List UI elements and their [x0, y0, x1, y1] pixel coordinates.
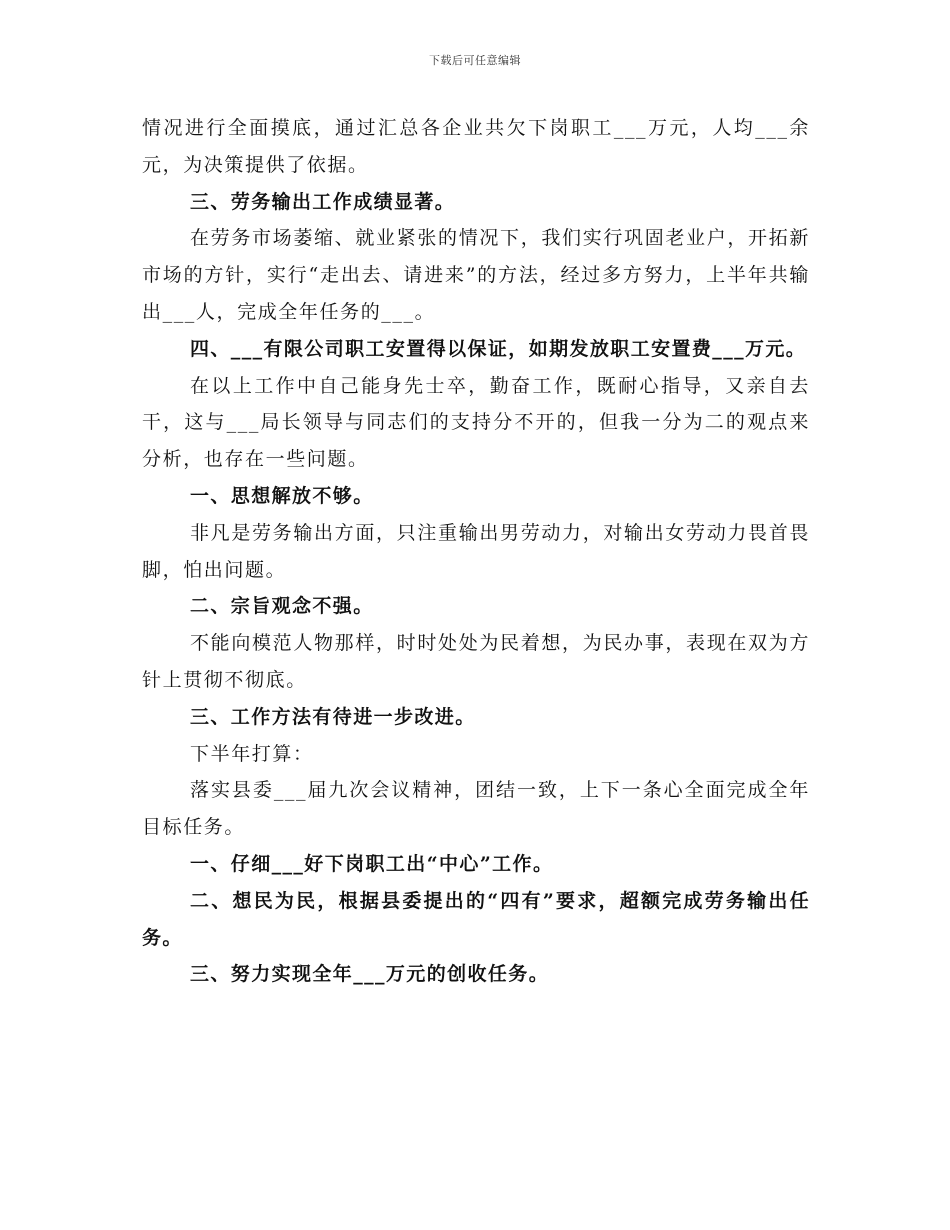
- plan-item-2: 二、想民为民，根据县委提出的“四有”要求，超额完成劳务输出任务。: [142, 889, 810, 949]
- paragraph-plan-goal: 落实县委___届九次会议精神，团结一致，上下一条心全面完成全年目标任务。: [142, 779, 810, 839]
- document-body: [142, 110, 810, 993]
- heading-problem-thinking: 一、思想解放不够。: [190, 484, 374, 507]
- plan-item-3: 三、努力实现全年___万元的创收任务。: [190, 963, 550, 986]
- heading-problem-purpose: 二、宗旨观念不强。: [190, 595, 374, 618]
- paragraph-self-review: 在以上工作中自己能身先士卒，勤奋工作，既耐心指导，又亲自去干，这与___局长领导与同志们的支持分不开的，但我一分为二的观点来分析，也存在一些问题。: [142, 374, 810, 471]
- paragraph-problem-purpose: 不能向模范人物那样，时时处处为民着想，为民办事，表现在双为方针上贯彻不彻底。: [142, 632, 810, 691]
- paragraph-labor-export: 在劳务市场萎缩、就业紧张的情况下，我们实行巩固老业户，开拓新市场的方针，实行“走出去、请进来”的方法，经过多方努力，上半年共输出___人，完成全年任务的___。: [142, 227, 810, 323]
- heading-problem-method: 三、工作方法有待进一步改进。: [190, 705, 476, 728]
- paragraph-survey-continuation: 情况进行全面摸底，通过汇总各企业共欠下岗职工___万元，人均___余元，为决策提供了依据。: [142, 117, 810, 176]
- plan-item-1: 一、仔细___好下岗职工出“中心”工作。: [190, 852, 554, 875]
- heading-labor-export-results: 三、劳务输出工作成绩显著。: [190, 190, 456, 213]
- page-header: 下载后可任意编辑: [429, 54, 521, 67]
- heading-staff-placement: 四、___有限公司职工安置得以保证，如期发放职工安置费___万元。: [190, 337, 807, 360]
- paragraph-plan-intro: 下半年打算：: [190, 742, 314, 765]
- paragraph-problem-thinking: 非凡是劳务输出方面，只注重输出男劳动力，对输出女劳动力畏首畏脚，怕出问题。: [142, 521, 810, 581]
